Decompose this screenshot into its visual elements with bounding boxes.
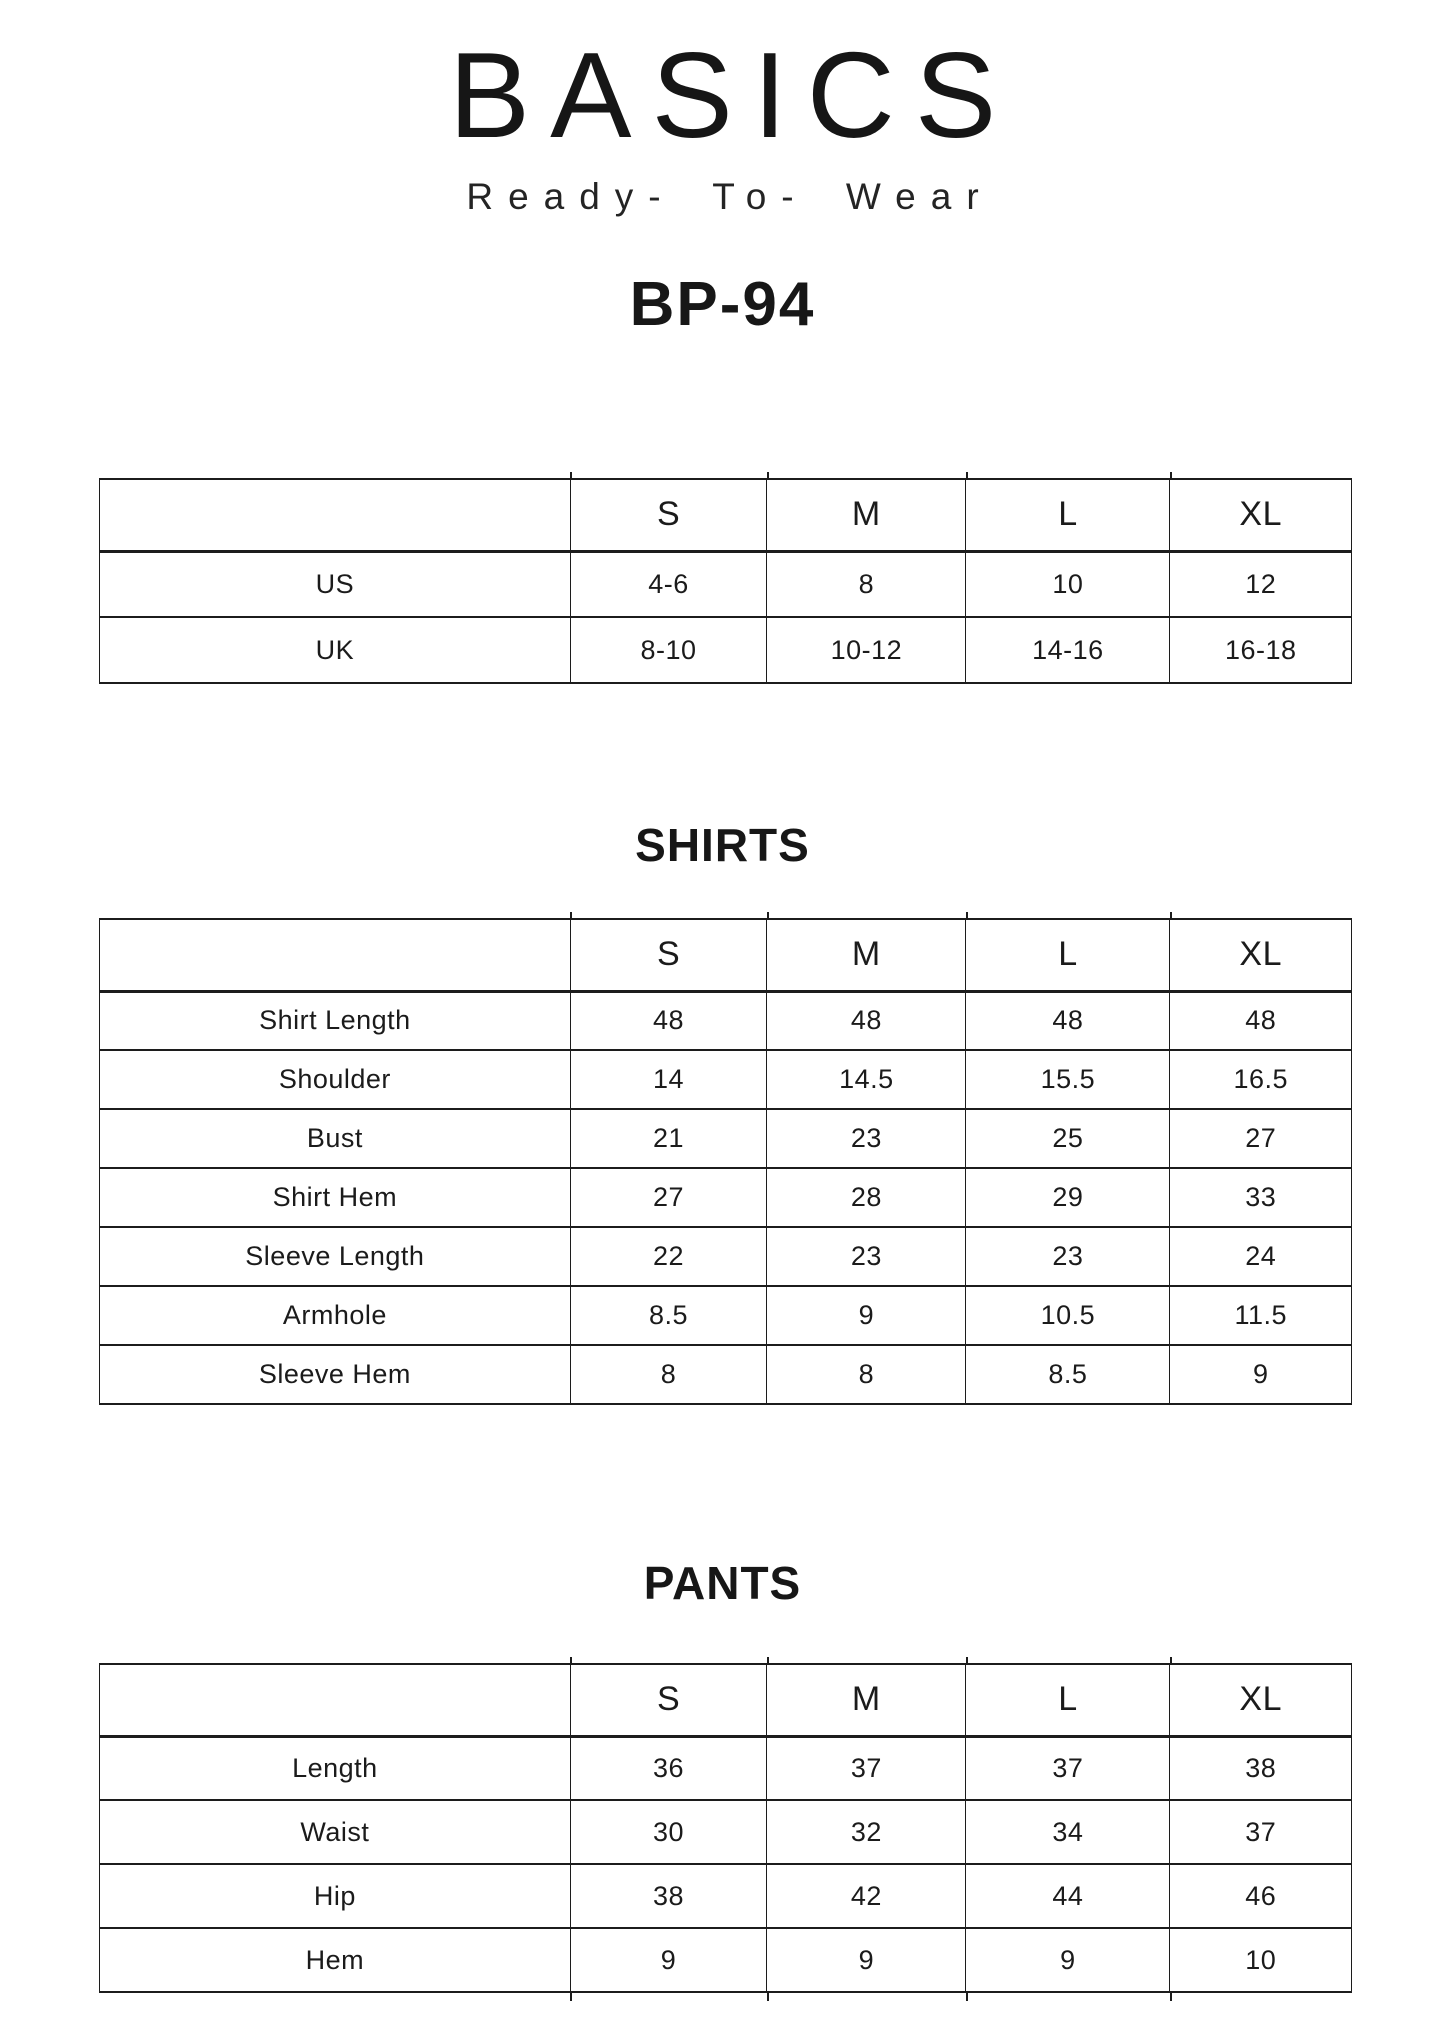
size-column-header: S [570, 479, 767, 551]
column-line-stub [966, 1657, 968, 1663]
size-value-cell: 9 [767, 1286, 966, 1345]
column-line-stub [1170, 1993, 1172, 2001]
size-value-cell: 8.5 [570, 1286, 767, 1345]
size-column-header: XL [1170, 479, 1352, 551]
size-value-cell: 16.5 [1170, 1050, 1352, 1109]
size-value-cell: 8.5 [966, 1345, 1170, 1404]
size-value-cell: 44 [966, 1864, 1170, 1928]
size-value-cell: 9 [966, 1928, 1170, 1992]
table-row [100, 617, 1352, 683]
row-label-cell: Sleeve Hem [100, 1345, 571, 1404]
table-row [100, 1050, 1352, 1109]
size-value-cell: 8 [767, 1345, 966, 1404]
table-row [100, 1928, 1352, 1992]
size-value-cell: 32 [767, 1800, 966, 1864]
row-label-cell: Sleeve Length [100, 1227, 571, 1286]
size-value-cell: 12 [1170, 551, 1352, 617]
size-value-cell: 36 [570, 1736, 767, 1800]
size-column-header: S [570, 919, 767, 991]
size-value-cell: 8 [570, 1345, 767, 1404]
size-column-header: M [767, 1664, 966, 1736]
size-value-cell: 34 [966, 1800, 1170, 1864]
table-row [100, 1286, 1352, 1345]
pants-section-heading: PANTS [643, 1557, 802, 1609]
table-row [100, 1227, 1352, 1286]
size-value-cell: 16-18 [1170, 617, 1352, 683]
column-line-stub [1170, 1657, 1172, 1663]
size-value-cell: 14 [570, 1050, 767, 1109]
size-value-cell: 11.5 [1170, 1286, 1352, 1345]
size-value-cell: 9 [767, 1928, 966, 1992]
size-column-header: L [966, 1664, 1170, 1736]
column-line-stub [1170, 912, 1172, 918]
size-column-header: M [767, 919, 966, 991]
size-column-header: XL [1170, 1664, 1352, 1736]
brand-logo: BASICS [448, 27, 1017, 163]
corner-cell [100, 1664, 571, 1736]
size-value-cell: 30 [570, 1800, 767, 1864]
pants-grid [99, 1663, 1352, 1993]
row-label-cell: US [100, 551, 571, 617]
row-label-cell: Hem [100, 1928, 571, 1992]
row-label-cell: Shoulder [100, 1050, 571, 1109]
table-row [100, 1109, 1352, 1168]
column-line-stub [767, 472, 769, 478]
shirts-grid [99, 918, 1352, 1405]
row-label-cell: Bust [100, 1109, 571, 1168]
pants-table [99, 1663, 1352, 1993]
size-value-cell: 23 [966, 1227, 1170, 1286]
corner-cell [100, 919, 571, 991]
column-line-stub [966, 912, 968, 918]
size-value-cell: 27 [570, 1168, 767, 1227]
row-label-cell: Waist [100, 1800, 571, 1864]
size-column-header: S [570, 1664, 767, 1736]
size-value-cell: 33 [1170, 1168, 1352, 1227]
size-value-cell: 37 [767, 1736, 966, 1800]
size-value-cell: 28 [767, 1168, 966, 1227]
size-value-cell: 38 [1170, 1736, 1352, 1800]
product-code: BP-94 [629, 270, 816, 339]
column-line-stub [570, 912, 572, 918]
size-value-cell: 23 [767, 1109, 966, 1168]
column-line-stub [966, 472, 968, 478]
shirts-section-heading: SHIRTS [635, 819, 810, 871]
table-row [100, 1864, 1352, 1928]
size-value-cell: 29 [966, 1168, 1170, 1227]
row-label-cell: UK [100, 617, 571, 683]
size-value-cell: 27 [1170, 1109, 1352, 1168]
table-row [100, 1800, 1352, 1864]
size-value-cell: 48 [966, 991, 1170, 1050]
size-value-cell: 37 [1170, 1800, 1352, 1864]
column-line-stub [1170, 472, 1172, 478]
size-value-cell: 10.5 [966, 1286, 1170, 1345]
size-column-header: L [966, 919, 1170, 991]
size-value-cell: 38 [570, 1864, 767, 1928]
size-value-cell: 48 [767, 991, 966, 1050]
column-line-stub [570, 1993, 572, 2001]
column-line-stub [570, 472, 572, 478]
size-value-cell: 37 [966, 1736, 1170, 1800]
corner-cell [100, 479, 571, 551]
column-line-stub [570, 1657, 572, 1663]
shirts-table [99, 918, 1352, 1405]
size-value-cell: 24 [1170, 1227, 1352, 1286]
size-value-cell: 42 [767, 1864, 966, 1928]
size-value-cell: 48 [570, 991, 767, 1050]
size-value-cell: 25 [966, 1109, 1170, 1168]
size-column-header: L [966, 479, 1170, 551]
size-value-cell: 23 [767, 1227, 966, 1286]
row-label-cell: Shirt Length [100, 991, 571, 1050]
size-value-cell: 10 [1170, 1928, 1352, 1992]
size-conversion-grid [99, 478, 1352, 684]
table-row [100, 1736, 1352, 1800]
row-label-cell: Armhole [100, 1286, 571, 1345]
table-header-row [100, 479, 1352, 551]
size-value-cell: 14.5 [767, 1050, 966, 1109]
table-header-row [100, 919, 1352, 991]
table-row [100, 1345, 1352, 1404]
size-value-cell: 10 [966, 551, 1170, 617]
size-value-cell: 9 [570, 1928, 767, 1992]
column-line-stub [767, 1657, 769, 1663]
size-conversion-table [99, 478, 1352, 684]
size-column-header: M [767, 479, 966, 551]
size-value-cell: 8 [767, 551, 966, 617]
brand-tagline: Ready- To- Wear [466, 176, 994, 217]
size-value-cell: 48 [1170, 991, 1352, 1050]
size-value-cell: 8-10 [570, 617, 767, 683]
size-value-cell: 14-16 [966, 617, 1170, 683]
size-value-cell: 15.5 [966, 1050, 1170, 1109]
size-value-cell: 9 [1170, 1345, 1352, 1404]
column-line-stub [767, 912, 769, 918]
size-value-cell: 4-6 [570, 551, 767, 617]
row-label-cell: Shirt Hem [100, 1168, 571, 1227]
table-row [100, 551, 1352, 617]
size-column-header: XL [1170, 919, 1352, 991]
size-value-cell: 21 [570, 1109, 767, 1168]
column-line-stub [966, 1993, 968, 2001]
size-value-cell: 22 [570, 1227, 767, 1286]
row-label-cell: Length [100, 1736, 571, 1800]
table-row [100, 991, 1352, 1050]
size-value-cell: 46 [1170, 1864, 1352, 1928]
table-row [100, 1168, 1352, 1227]
row-label-cell: Hip [100, 1864, 571, 1928]
table-header-row [100, 1664, 1352, 1736]
size-value-cell: 10-12 [767, 617, 966, 683]
column-line-stub [767, 1993, 769, 2001]
